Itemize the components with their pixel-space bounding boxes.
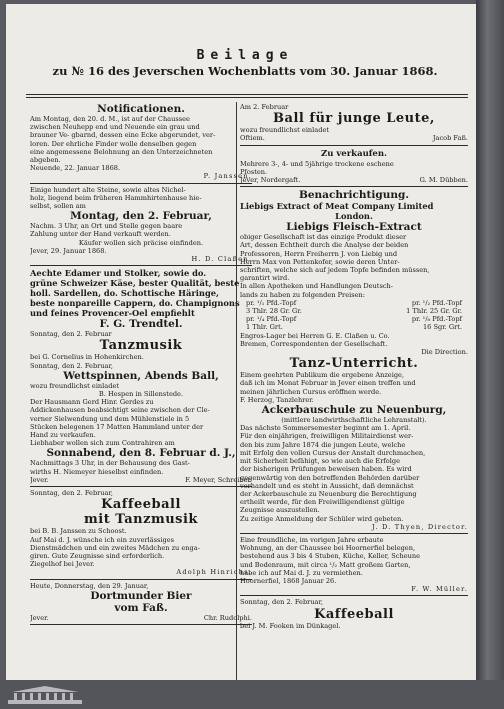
text-line: Hoornerfiel, 1868 Januar 26. [240, 576, 337, 585]
text-line: Das nächste Sommersemester beginnt am 1. April. [240, 424, 411, 433]
ad-headline-large: Ball für junge Leute, [273, 111, 435, 127]
text-line: Nachm. 3 Uhr, an Ort und Stelle gegen baare [30, 222, 183, 231]
text-line: brauner Ve- gbarnd, dessen eine Ecke abgerundet, ver- [30, 131, 216, 140]
text-line: Sonntag, den 2. Februar, [240, 598, 324, 607]
text-line: Zahlung unter der Hand verkauft werden. [30, 230, 171, 239]
text-line: garantirt wird. [240, 274, 290, 283]
text-line: Pfosten. [240, 167, 268, 176]
text-line: bei B. B. Janssen zu Schoost. [30, 527, 127, 536]
text-line: Zeugnisse auszustellen. [240, 506, 320, 515]
text-left: Oftiem. [240, 134, 265, 143]
section-heading: Notificationen. [97, 103, 185, 115]
ad-headline: Ackerbauschule zu Neuenburg, [261, 404, 447, 417]
text-line: habe ich auf Mai d. J. zu vermiethen. [240, 568, 363, 577]
text-line: abgeben. [30, 156, 61, 165]
divider [30, 624, 252, 625]
text-line: wozu freundlichst einladet [30, 381, 119, 390]
text-line: Die Direction. [421, 348, 468, 357]
text-line: Auf Mai d. J. wünsche ich ein zuverlässiges [30, 535, 175, 544]
ad-headline: Dortmunder Bier [90, 589, 192, 602]
text-line: Neuende, 22. Januar 1868. [30, 164, 121, 173]
text-right: 16 Sgr. Grt. [422, 323, 462, 332]
text-line: Jever, 29. Januar 1868. [30, 246, 107, 255]
text-line: Zu zeitige Anmeldung der Schüler wird gebeten. [240, 514, 404, 523]
text-line: Am Montag, den 20. d. M., ist auf der Chaussee [30, 115, 190, 123]
text-line: den bis zum Jahre 1874 die jungen Leute, welche [240, 440, 406, 449]
text-line: Heute, Donnerstag, den 29. Januar, [30, 581, 149, 590]
text-line: Addickenhausen beabsichtigt seine zwischen der Cle- [30, 406, 210, 415]
text-line: giren. Gute Zeugnisse sind erforderlich. [30, 551, 165, 560]
ad-headline-large: Tanzmusik [99, 338, 183, 354]
text-line: Nachmittags 3 Uhr, in der Behausung des Gast- [30, 459, 190, 468]
text-line: schriften, welche sich auf jedem Topfe befinden müssen, [240, 266, 430, 275]
signature-line [30, 476, 252, 484]
text-line: Ziegelhof bei Jever. [30, 560, 95, 569]
text-line: Am 2. Februar [240, 103, 289, 111]
price-row [240, 307, 468, 315]
price-row [240, 299, 468, 307]
text-line: F. Herzog, Tanzlehrer. [240, 395, 314, 404]
library-logo-icon [6, 684, 84, 706]
text-line: Wohnung, an der Chaussee bei Hoornerfiel belegen, [240, 544, 416, 553]
ad-headline-large: mit Tanzmusik [84, 512, 198, 528]
signature: Adolph Hinrichs. [176, 568, 252, 577]
page-header [20, 48, 470, 78]
text-line: selbst, sollen am [30, 202, 86, 211]
text-line: Eine freundliche, im vorigen Jahre erbaute [240, 535, 384, 544]
ad-headline-large: Kaffeeball [314, 606, 394, 622]
ad-headline: vom Faß. [114, 601, 168, 614]
text-line: Hand zu verkaufen. [30, 431, 96, 440]
text-line: Sonntag, den 2. Februar, [30, 489, 114, 498]
emphasis-line: grüne Schweizer Käse, bester Qualität, beste [30, 278, 240, 289]
divider [30, 486, 252, 487]
text-line: Sonntag, den 2. Februar, [30, 361, 114, 370]
text-line: lands zu haben zu folgenden Preisen: [240, 290, 365, 299]
text-line: bei J. M. Fooken im Dünkagel. [240, 621, 341, 630]
ad-headline: Montag, den 2. Februar, [70, 210, 212, 223]
text-left: Jever, Nordergaft. [240, 176, 301, 185]
price-row [240, 315, 468, 323]
text-line: loren. Der ehrliche Finder wolle denselben gegen [30, 139, 197, 148]
emphasis-line: holl. Sardellen, do. Schottische Häringe, [30, 288, 219, 299]
ad-headline-large: Kaffeeball [101, 497, 181, 513]
text-line: meinen jährlichen Cursus eröffnen werde. [240, 387, 382, 396]
ad-headline: Wettspinnen, Abends Ball, [63, 369, 219, 382]
text-line: Für den einjährigen, freiwilligen Militairdienst wer- [240, 432, 414, 441]
text-line: gegenwärtig von den betreffenden Behörden darüber [240, 473, 420, 482]
signature: H. D. Claßen. [191, 255, 252, 264]
text-line: der Ackerbauschule zu Neuenburg die Berechtigung [240, 489, 417, 498]
text-line: eine angemessene Belohnung an den Unterzeichneten [30, 147, 213, 156]
emphasis-line: und feines Provencer-Oel empfiehlt [30, 308, 195, 319]
text-left: 3 Thlr. 28 Gr. Gr. [246, 307, 302, 316]
divider [240, 145, 468, 146]
text-right: pr. ¹/₈ Pfd.-Topf [411, 315, 462, 324]
text-line: Dienstmädchen und ein zweites Mädchen zu enga- [30, 543, 200, 552]
emphasis-line: Aechte Edamer und Stolker, sowie do. [30, 268, 207, 279]
text-line: Bremen, Correspondenten der Gesellschaft. [240, 339, 388, 348]
divider [30, 265, 252, 266]
ad-headline-large: Tanz-Unterricht. [289, 356, 419, 372]
text-line: Professoren, Herrn Freiherrn J. von Liebig und [240, 249, 398, 258]
text-right: G. M. Dübben. [419, 176, 468, 185]
emphasis-line: beste nonpareille Cappern, do. Champignons [30, 298, 240, 309]
ad-headline: Benachrichtigung. [298, 189, 409, 202]
text-line: daß ich im Monat Februar in Jever einen treffen und [240, 379, 416, 388]
text-line: B. Hespen in Sillenstede. [98, 390, 184, 399]
text-line: zwischen Neuhepp end und Neuende ein grau und [30, 123, 200, 132]
newspaper-page [6, 4, 476, 680]
text-line: Einem geehrten Publikum die ergebene Anzeige, [240, 371, 405, 380]
text-right: F. Meyer, Schreiber. [185, 475, 252, 484]
text-left: 1 Thlr. Grt. [246, 323, 283, 332]
text-line: (mittlere landwirthschaftliche Lehranstalt). [281, 416, 427, 425]
text-line: Mehrere 3-, 4- und 5jährige trockene eschene [240, 159, 394, 168]
text-left: pr. ¹/₁ Pfd.-Topf [246, 298, 297, 307]
divider [30, 183, 252, 184]
text-line: holz, liegend beim früheren Hammhirtenhause hie- [30, 193, 202, 202]
ad-headline: Zu verkaufen. [321, 148, 387, 159]
text-line: ertheilt werde, für den Freiwilligendienst gültige [240, 498, 405, 507]
emphasis-line: London. [335, 211, 373, 222]
text-line: In allen Apotheken und Handlungen Deutsch- [240, 282, 393, 291]
text-line: Der Hausmann Gerd Hinr. Gerdes zu [30, 398, 154, 407]
signature: J. D. Thyen, Director. [372, 522, 468, 531]
text-line: Käufer wollen sich präcise einfinden. [78, 238, 204, 247]
divider [240, 595, 468, 596]
text-right: 1 Thlr. 25 Gr. Gr. [406, 307, 462, 316]
header-rule-2 [26, 97, 468, 98]
header-subtitle: zu № 16 des Jeverschen Wochenblatts vom 30. Januar 1868. [52, 64, 438, 78]
emphasis-line: Liebigs Extract of Meat Company Limited [240, 201, 434, 212]
book-edge [476, 0, 504, 709]
header-rule [26, 94, 468, 95]
right-column [240, 103, 468, 630]
text-line: bestehend aus 3 bis 4 Stuben, Küche, Keller, Scheune [240, 552, 421, 561]
text-line: obiger Gesellschaft ist das einzige Produkt dieser [240, 233, 407, 242]
text-line: mit Erfolg den vollen Cursus der Anstalt durchmachen, [240, 448, 426, 457]
text-line: Herrn Max von Pettenkofer, sowie deren Unter- [240, 257, 400, 266]
text-line: Sonntag, den 2. Februar [30, 330, 112, 339]
text-line: und Bodenraum, mit circa ¹/₂ Matt großem Garten, [240, 560, 411, 569]
signature-line [240, 134, 468, 142]
text-left: Jever. [30, 475, 49, 484]
text-right: Jacob Faß. [432, 134, 468, 143]
signature-line [30, 614, 252, 622]
text-line: Art, dessen Echtheit durch die Analyse der beiden [240, 241, 409, 250]
signature: F. W. Müller. [411, 585, 468, 594]
text-right: Chr. Rudolphi. [203, 613, 252, 622]
price-row [240, 323, 468, 331]
ad-headline: F. G. Trendtel. [99, 318, 183, 331]
ad-headline: Sonnabend, den 8. Februar d. J., [46, 447, 236, 460]
signature-line [240, 176, 468, 184]
divider [240, 533, 468, 534]
ad-headline: Liebigs Fleisch-Extract [286, 221, 422, 234]
text-line: Einige hundert alte Steine, sowie altes Nichel- [30, 185, 186, 194]
text-line: der bisherigen Prüfungen beweisen haben. Es wird [240, 465, 412, 474]
signature: P. Janssen. [203, 172, 252, 181]
text-line: wirths H. Niemeyer hieselbst einfinden. [30, 467, 164, 476]
text-right: pr. ¹/₂ Pfd.-Topf [411, 298, 462, 307]
text-line: Stücken belegenen 17 Matten Hammland unter der [30, 422, 204, 431]
divider [30, 579, 252, 580]
text-line: Engros-Lager bei Herren G. E. Claßen u. Co. [240, 331, 390, 340]
text-line: verhandelt und es steht in Aussicht, daß demnächst [240, 481, 414, 490]
text-line: Liebhaber wollen sich zum Contrahiren am [30, 439, 175, 448]
text-line: verner Sielwendung und dem Mühlenstiele in 5 [30, 414, 190, 423]
divider [240, 186, 468, 187]
left-column [30, 103, 252, 627]
text-line: bei G. Cornelius in Hohenkirchen. [30, 353, 144, 362]
text-left: pr. ¹/₄ Pfd.-Topf [246, 315, 297, 324]
text-line: mit Sicherheit befähigt, so wie auch die Erfolge [240, 457, 400, 466]
text-left: Jever. [30, 613, 49, 622]
text-line: wozu freundlichst einladet [240, 126, 329, 135]
header-title: Beilage [196, 48, 294, 63]
